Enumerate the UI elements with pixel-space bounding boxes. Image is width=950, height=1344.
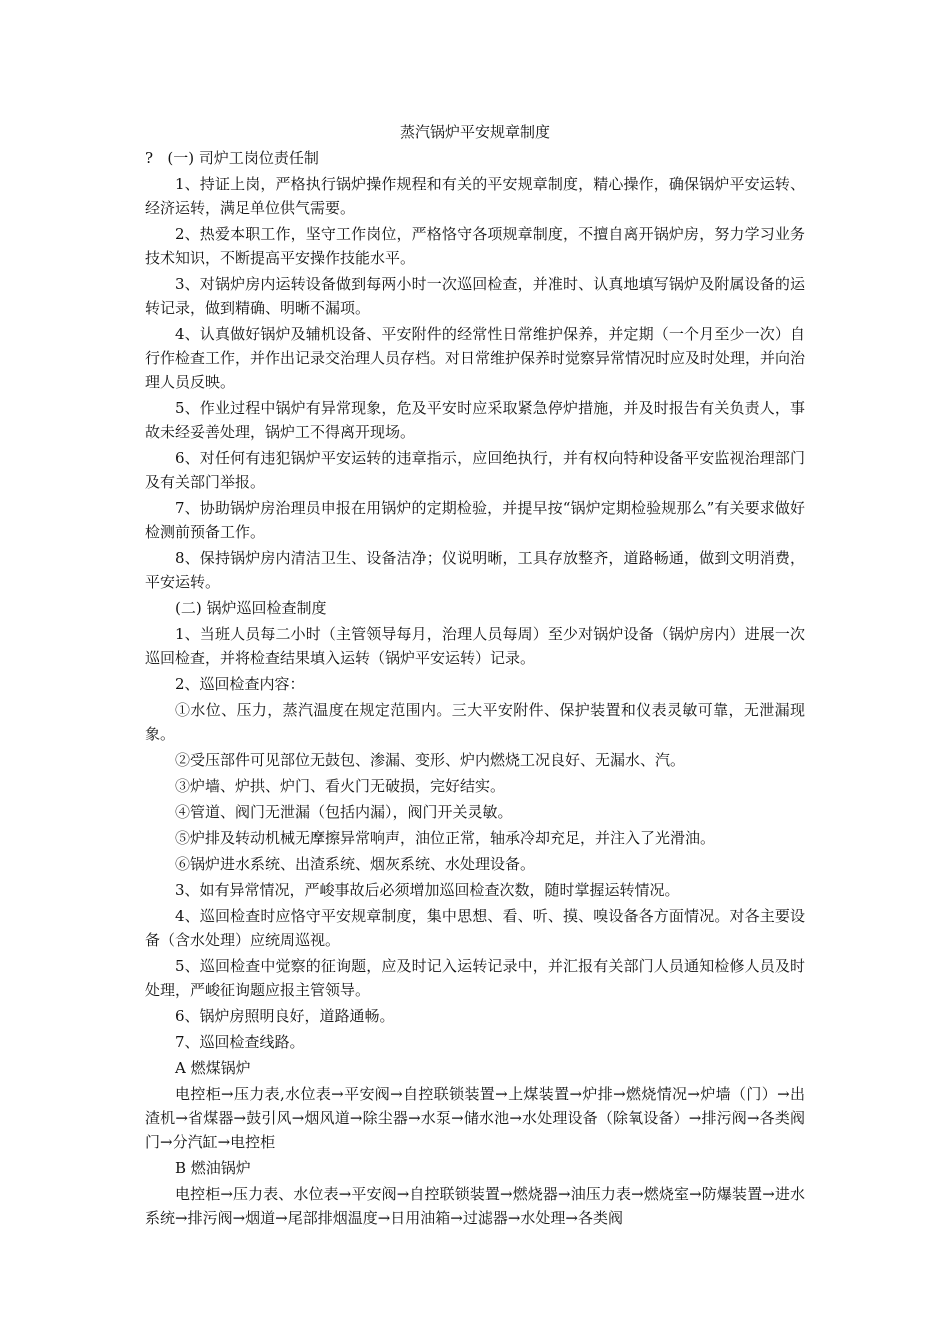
document-page [145, 120, 805, 1232]
check-point-6: ⑥锅炉进水系统、出渣系统、烟灰系统、水处理设备。 [175, 855, 536, 873]
inspection-item-4: 4、巡回检查时应恪守平安规章制度，集中思想、看、听、摸、嗅设备各方面情况。对各主要设备（含水处理）应统周巡视。 [145, 907, 805, 949]
duty-item-8: 8、保持锅炉房内清洁卫生、设备洁净；仪说明晰，工具存放整齐，道路畅通，做到文明消费，平安运转。 [145, 549, 805, 591]
section-2-heading: (二) 锅炉巡回检查制度 [175, 599, 327, 617]
duty-item-5: 5、作业过程中锅炉有异常现象，危及平安时应采取紧急停炉措施，并及时报告有关负责人，事故未经妥善处理，锅炉工不得离开现场。 [145, 399, 805, 441]
document-title: 蒸汽锅炉平安规章制度 [399, 123, 550, 141]
duty-item-2: 2、热爱本职工作，坚守工作岗位，严格恪守各项规章制度，不擅自离开锅炉房，努力学习业务技术知识，不断提高平安操作技能水平。 [145, 225, 805, 267]
duty-item-3: 3、对锅炉房内运转设备做到每两小时一次巡回检查，并准时、认真地填写锅炉及附属设备的运转记录，做到精确、明晰不漏项。 [145, 275, 805, 317]
check-point-5: ⑤炉排及转动机械无摩擦异常响声，油位正常，轴承冷却充足，并注入了光滑油。 [175, 829, 716, 847]
inspection-item-6: 6、锅炉房照明良好，道路通畅。 [175, 1007, 395, 1025]
duty-item-4: 4、认真做好锅炉及辅机设备、平安附件的经常性日常维护保养，并定期（一个月至少一次）自行作检查工作，并作出记录交治理人员存档。对日常维护保养时觉察异常情况时应及时处理，并向治理人员反映。 [145, 325, 806, 391]
route-b-path: 电控柜→压力表、水位表→平安阀→自控联锁装置→燃烧器→油压力表→燃烧室→防爆装置→进水系统→排污阀→烟道→尾部排烟温度→日用油箱→过滤器→水处理→各类阀 [145, 1185, 805, 1227]
duty-item-1: 1、持证上岗，严格执行锅炉操作规程和有关的平安规章制度，精心操作，确保锅炉平安运转、经济运转，满足单位供气需要。 [145, 175, 805, 217]
route-b-label: B 燃油锅炉 [175, 1159, 251, 1177]
check-point-2: ②受压部件可见部位无鼓包、渗漏、变形、炉内燃烧工况良好、无漏水、汽。 [175, 751, 686, 769]
check-point-1: ①水位、压力，蒸汽温度在规定范围内。三大平安附件、保护装置和仪表灵敏可靠，无泄漏现象。 [145, 701, 805, 743]
duty-item-7: 7、协助锅炉房治理员申报在用锅炉的定期检验，并提早按“锅炉定期检验规那么”有关要求做好检测前预备工作。 [145, 499, 805, 541]
inspection-item-2: 2、巡回检查内容： [175, 675, 305, 693]
inspection-item-1: 1、当班人员每二小时（主管领导每月，治理人员每周）至少对锅炉设备（锅炉房内）进展一次巡回检查，并将检查结果填入运转（锅炉平安运转）记录。 [145, 625, 805, 667]
check-point-4: ④管道、阀门无泄漏（包括内漏），阀门开关灵敏。 [175, 803, 513, 821]
inspection-item-5: 5、巡回检查中觉察的征询题，应及时记入运转记录中，并汇报有关部门人员通知检修人员及时处理，严峻征询题应报主管领导。 [145, 957, 805, 999]
route-a-label: A 燃煤锅炉 [175, 1059, 251, 1077]
section-1-heading: (一) 司炉工岗位责任制 [167, 149, 319, 167]
unknown-char-marker: ? [145, 149, 154, 167]
check-point-3: ③炉墙、炉拱、炉门、看火门无破损，完好结实。 [175, 777, 506, 795]
route-a-path: 电控柜→压力表,水位表→平安阀→自控联锁装置→上煤装置→炉排→燃烧情况→炉墙（门）→出渣机→省煤器→鼓引风→烟风道→除尘器→水泵→储水池→水处理设备（除氧设备）→排污阀→各类阀门→分汽缸→电控柜 [145, 1085, 805, 1151]
section-1-heading-line [145, 146, 805, 170]
duty-item-6: 6、对任何有违犯锅炉平安运转的违章指示，应回绝执行，并有权向特种设备平安监视治理部门及有关部门举报。 [145, 449, 805, 491]
inspection-item-7: 7、巡回检查线路。 [175, 1033, 305, 1051]
inspection-item-3: 3、如有异常情况，严峻事故后必须增加巡回检查次数，随时掌握运转情况。 [175, 881, 680, 899]
